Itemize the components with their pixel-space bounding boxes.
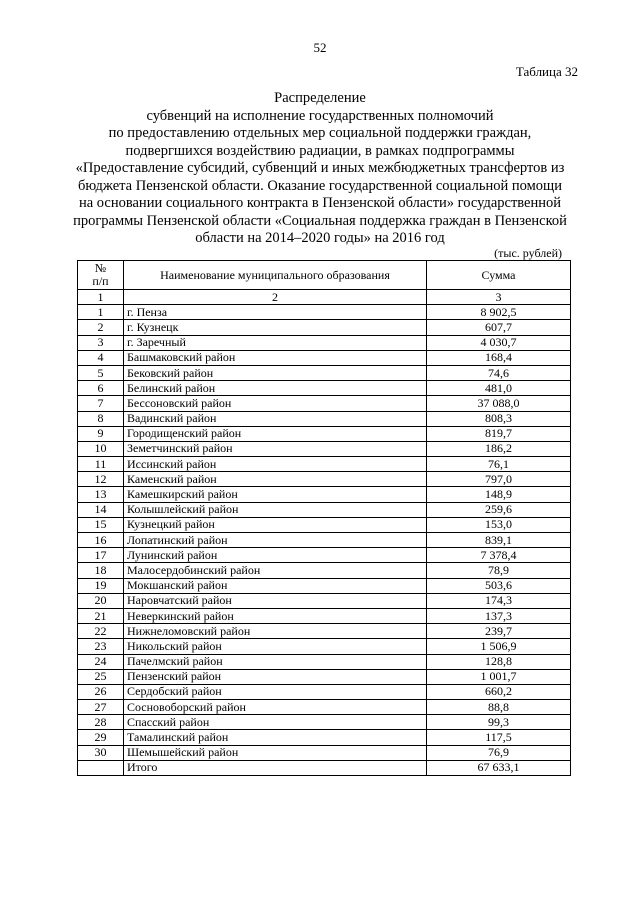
page-number: 52 <box>313 40 327 55</box>
row-number: 21 <box>78 608 124 623</box>
table-row <box>78 396 571 411</box>
table-row <box>78 624 571 639</box>
row-sum: 660,2 <box>427 684 571 699</box>
row-municipality: г. Кузнецк <box>124 320 427 335</box>
row-municipality: Неверкинский район <box>124 608 427 623</box>
row-number: 20 <box>78 593 124 608</box>
total-number <box>78 760 124 775</box>
row-number: 12 <box>78 472 124 487</box>
title-line: области на 2014–2020 годы» на 2016 год <box>195 230 445 246</box>
row-number: 14 <box>78 502 124 517</box>
row-municipality: Пачелмский район <box>124 654 427 669</box>
row-sum: 168,4 <box>427 350 571 365</box>
row-sum: 808,3 <box>427 411 571 426</box>
row-municipality: Лопатинский район <box>124 533 427 548</box>
row-sum: 186,2 <box>427 441 571 456</box>
row-sum: 8 902,5 <box>427 305 571 320</box>
table-label: Таблица 32 <box>515 64 578 79</box>
row-sum: 797,0 <box>427 472 571 487</box>
row-sum: 7 378,4 <box>427 548 571 563</box>
row-sum: 78,9 <box>427 563 571 578</box>
units-label: (тыс. рублей) <box>494 246 562 260</box>
table-row <box>78 578 571 593</box>
row-sum: 481,0 <box>427 381 571 396</box>
row-sum: 137,3 <box>427 608 571 623</box>
table-row <box>78 457 571 472</box>
row-municipality: Нижнеломовский район <box>124 624 427 639</box>
title-line: «Предоставление субсидий, субвенций и иных межбюджетных трансфертов из <box>75 160 565 176</box>
row-number: 27 <box>78 700 124 715</box>
row-municipality: Спасский район <box>124 715 427 730</box>
table-row <box>78 365 571 380</box>
table-row <box>78 502 571 517</box>
row-sum: 148,9 <box>427 487 571 502</box>
row-number: 26 <box>78 684 124 699</box>
table-row <box>78 381 571 396</box>
row-sum: 88,8 <box>427 700 571 715</box>
header-number <box>78 261 124 290</box>
row-number: 18 <box>78 563 124 578</box>
row-municipality: Бековский район <box>124 365 427 380</box>
row-number: 29 <box>78 730 124 745</box>
row-municipality: Колышлейский район <box>124 502 427 517</box>
row-sum: 153,0 <box>427 517 571 532</box>
row-sum: 239,7 <box>427 624 571 639</box>
table-row <box>78 654 571 669</box>
row-municipality: Камешкирский район <box>124 487 427 502</box>
row-sum: 37 088,0 <box>427 396 571 411</box>
row-number: 30 <box>78 745 124 760</box>
title-line: на основании социального контракта в Пензенской области» государственной <box>78 195 562 211</box>
total-sum: 67 633,1 <box>427 760 571 775</box>
row-sum: 607,7 <box>427 320 571 335</box>
table-row <box>78 684 571 699</box>
header-name: Наименование муниципального образования <box>124 261 427 290</box>
row-number: 15 <box>78 517 124 532</box>
row-number: 9 <box>78 426 124 441</box>
table-row <box>78 320 571 335</box>
row-municipality: Никольский район <box>124 639 427 654</box>
table-row <box>78 487 571 502</box>
row-municipality: Бессоновский район <box>124 396 427 411</box>
row-number: 13 <box>78 487 124 502</box>
document-title <box>40 90 600 248</box>
row-municipality: Земетчинский район <box>124 441 427 456</box>
table-row <box>78 593 571 608</box>
row-municipality: г. Заречный <box>124 335 427 350</box>
table-row <box>78 335 571 350</box>
table-row <box>78 715 571 730</box>
table-row <box>78 730 571 745</box>
table-row <box>78 472 571 487</box>
title-line: программы Пензенской области «Социальная поддержка граждан в Пензенской <box>73 212 567 229</box>
row-sum: 839,1 <box>427 533 571 548</box>
row-municipality: Башмаковский район <box>124 350 427 365</box>
table-row <box>78 441 571 456</box>
column-number: 2 <box>124 290 427 305</box>
row-municipality: Малосердобинский район <box>124 563 427 578</box>
row-sum: 128,8 <box>427 654 571 669</box>
table-row <box>78 305 571 320</box>
table-row <box>78 563 571 578</box>
column-number: 1 <box>78 290 124 305</box>
table-row <box>78 548 571 563</box>
table-row <box>78 639 571 654</box>
row-sum: 1 001,7 <box>427 669 571 684</box>
row-number: 11 <box>78 457 124 472</box>
table-header-row <box>78 261 571 290</box>
row-sum: 74,6 <box>427 365 571 380</box>
header-sum: Сумма <box>427 261 571 290</box>
row-number: 24 <box>78 654 124 669</box>
row-sum: 99,3 <box>427 715 571 730</box>
table-row <box>78 533 571 548</box>
row-number: 10 <box>78 441 124 456</box>
row-sum: 76,1 <box>427 457 571 472</box>
row-municipality: Пензенский район <box>124 669 427 684</box>
row-sum: 819,7 <box>427 426 571 441</box>
row-sum: 503,6 <box>427 578 571 593</box>
row-sum: 117,5 <box>427 730 571 745</box>
row-number: 3 <box>78 335 124 350</box>
row-number: 16 <box>78 533 124 548</box>
row-number: 17 <box>78 548 124 563</box>
row-municipality: Городищенский район <box>124 426 427 441</box>
column-number: 3 <box>427 290 571 305</box>
title-line: бюджета Пензенской области. Оказание государственной социальной помощи <box>78 177 562 194</box>
row-number: 6 <box>78 381 124 396</box>
row-municipality: Иссинский район <box>124 457 427 472</box>
row-number: 25 <box>78 669 124 684</box>
row-number: 19 <box>78 578 124 593</box>
row-sum: 1 506,9 <box>427 639 571 654</box>
row-number: 2 <box>78 320 124 335</box>
row-municipality: Сосновоборский район <box>124 700 427 715</box>
title-line: Распределение <box>274 90 366 106</box>
table-row <box>78 426 571 441</box>
header-number-line1: № <box>94 261 107 275</box>
header-number-line2: п/п <box>92 274 109 288</box>
row-number: 28 <box>78 715 124 730</box>
row-municipality: Сердобский район <box>124 684 427 699</box>
row-municipality: Тамалинский район <box>124 730 427 745</box>
row-number: 8 <box>78 411 124 426</box>
row-municipality: г. Пенза <box>124 305 427 320</box>
row-municipality: Лунинский район <box>124 548 427 563</box>
row-sum: 174,3 <box>427 593 571 608</box>
row-number: 5 <box>78 365 124 380</box>
table-row <box>78 669 571 684</box>
row-number: 22 <box>78 624 124 639</box>
row-municipality: Белинский район <box>124 381 427 396</box>
title-line: по предоставлению отдельных мер социальной поддержки граждан, <box>108 125 532 141</box>
row-sum: 259,6 <box>427 502 571 517</box>
row-municipality: Каменский район <box>124 472 427 487</box>
title-line: субвенций на исполнение государственных полномочий <box>146 107 494 124</box>
row-number: 23 <box>78 639 124 654</box>
table-row <box>78 411 571 426</box>
row-number: 7 <box>78 396 124 411</box>
row-number: 1 <box>78 305 124 320</box>
row-municipality: Мокшанский район <box>124 578 427 593</box>
table-row <box>78 745 571 760</box>
table-row <box>78 700 571 715</box>
row-municipality: Вадинский район <box>124 411 427 426</box>
row-municipality: Шемышейский район <box>124 745 427 760</box>
row-sum: 76,9 <box>427 745 571 760</box>
subvention-table <box>77 260 571 776</box>
table-row <box>78 608 571 623</box>
table-row <box>78 517 571 532</box>
total-row <box>78 760 571 775</box>
title-line: подвергшихся воздействию радиации, в рамках подпрограммы <box>125 142 515 159</box>
total-label: Итого <box>124 760 427 775</box>
row-number: 4 <box>78 350 124 365</box>
column-number-row <box>78 290 571 305</box>
row-municipality: Наровчатский район <box>124 593 427 608</box>
row-municipality: Кузнецкий район <box>124 517 427 532</box>
table-row <box>78 350 571 365</box>
row-sum: 4 030,7 <box>427 335 571 350</box>
